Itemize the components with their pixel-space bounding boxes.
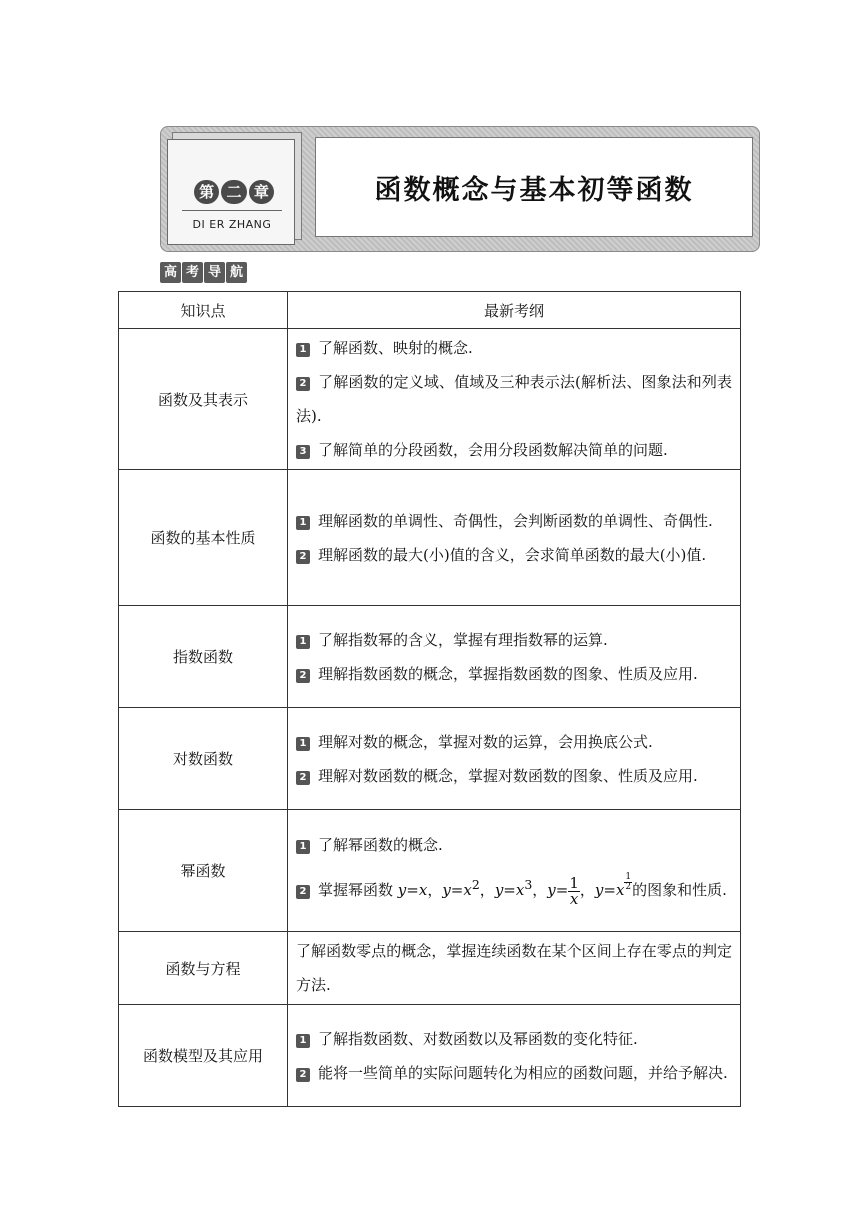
list-item [296, 828, 732, 862]
formula-y-reciprocal-lhs: y= [547, 881, 569, 899]
list-item [296, 331, 732, 365]
requirements-cell [288, 810, 741, 932]
topic-cell: 指数函数 [119, 606, 288, 708]
list-item [296, 433, 732, 467]
requirements-cell [288, 606, 741, 708]
list-item [296, 934, 732, 1002]
topic-cell: 函数与方程 [119, 932, 288, 1005]
item-text: 了解指数幂的含义，掌握有理指数幂的运算. [318, 630, 608, 649]
list-item [296, 1022, 732, 1056]
item-text: 理解对数函数的概念，掌握对数函数的图象、性质及应用. [318, 766, 698, 785]
table-row [119, 606, 741, 708]
requirements-cell [288, 1005, 741, 1107]
exam-outline-table [118, 291, 741, 1107]
list-item [296, 365, 732, 433]
table-header-row [119, 292, 741, 329]
formula-y-x2: y=x [442, 881, 472, 899]
item-text: 了解幂函数的概念. [318, 836, 443, 854]
topic-cell: 函数及其表示 [119, 329, 288, 470]
exponent-fraction [624, 873, 632, 892]
item-text: 掌握幂函数 [318, 881, 394, 899]
list-item [296, 759, 732, 793]
list-item [296, 1056, 732, 1090]
formula-y-x-half: y=x [594, 881, 625, 899]
number-badge: 1 [296, 840, 310, 854]
formula-y-x: y=x [397, 881, 428, 899]
topic-cell: 函数的基本性质 [119, 470, 288, 606]
topic-cell: 对数函数 [119, 708, 288, 810]
chapter-title: 函数概念与基本初等函数 [374, 174, 694, 206]
item-text: 的图象和性质. [632, 881, 727, 899]
list-item [296, 657, 732, 691]
number-badge: 1 [296, 1034, 310, 1048]
item-text: 了解简单的分段函数，会用分段函数解决简单的问题. [318, 441, 668, 459]
list-item: 2 掌握幂函数 y=x，$y=x^2$，$y=x^3$，y= $\frac{1}{x}$ ，y=x $\frac{1}{2}$ 的图象和性质. [296, 862, 732, 913]
item-text: 了解函数的定义域、值域及三种表示法(解析法、图象法和列表法). [296, 373, 732, 425]
item-text: 理解对数的概念，掌握对数的运算，会用换底公式. [318, 732, 653, 751]
exponent-numerator: 1 [625, 872, 632, 882]
number-badge: 2 [296, 1068, 310, 1082]
number-badge: 1 [296, 737, 310, 751]
item-text: 了解函数零点的概念，掌握连续函数在某个区间上存在零点的判定方法. [296, 942, 732, 994]
chapter-pinyin: DI ER ZHANG [192, 218, 272, 231]
chapter-label-char: 第 [194, 180, 219, 204]
section-tag-char: 高 [160, 262, 181, 283]
number-badge: 1 [296, 343, 310, 357]
table-row [119, 810, 741, 932]
section-tag-char: 考 [182, 262, 203, 283]
chapter-banner [160, 126, 760, 252]
badge-divider [182, 210, 282, 211]
list-item [296, 623, 732, 657]
table-row [119, 932, 741, 1005]
chapter-label-char: 二 [221, 180, 246, 204]
table-row [119, 470, 741, 606]
requirements-cell [288, 329, 741, 470]
list-item [296, 725, 732, 759]
section-tag-char: 导 [204, 262, 225, 283]
requirements-cell [288, 470, 741, 606]
chapter-label [194, 180, 274, 204]
number-badge: 3 [296, 445, 310, 459]
item-text: 理解指数函数的概念，掌握指数函数的图象、性质及应用. [318, 664, 698, 683]
number-badge: 1 [296, 635, 310, 649]
formula-y-x3: y=x [494, 881, 525, 899]
number-badge: 2 [296, 771, 310, 785]
item-text: 理解函数的单调性、奇偶性，会判断函数的单调性、奇偶性. [318, 511, 713, 530]
number-badge: 2 [296, 377, 310, 391]
table-row [119, 708, 741, 810]
fraction-numerator: 1 [569, 873, 579, 892]
exponent-denominator: 2 [625, 882, 632, 892]
number-badge: 2 [296, 885, 310, 899]
table-row [119, 1005, 741, 1107]
exponent: 3 [524, 877, 533, 892]
requirements-cell [288, 708, 741, 810]
item-text: 理解函数的最大(小)值的含义，会求简单函数的最大(小)值. [318, 545, 707, 564]
table-row [119, 329, 741, 470]
list-item [296, 504, 732, 538]
requirements-cell [288, 932, 741, 1005]
list-item [296, 538, 732, 572]
section-tag [160, 262, 247, 283]
topic-cell: 函数模型及其应用 [119, 1005, 288, 1107]
item-text: 能将一些简单的实际问题转化为相应的函数问题，并给予解决. [318, 1063, 728, 1082]
number-badge: 1 [296, 516, 310, 530]
fraction-denominator: x [569, 889, 579, 908]
number-badge: 2 [296, 669, 310, 683]
chapter-label-char: 章 [249, 180, 274, 204]
header-exam-requirements: 最新考纲 [288, 292, 741, 329]
topic-cell: 幂函数 [119, 810, 288, 932]
chapter-badge [167, 139, 295, 245]
fraction-1-over-x [568, 873, 580, 908]
number-badge: 2 [296, 550, 310, 564]
exponent: 2 [471, 877, 480, 892]
header-knowledge-point: 知识点 [119, 292, 288, 329]
item-text: 了解指数函数、对数函数以及幂函数的变化特征. [318, 1029, 638, 1048]
section-tag-char: 航 [226, 262, 247, 283]
item-text: 了解函数、映射的概念. [318, 339, 473, 357]
chapter-title-box [315, 137, 753, 237]
